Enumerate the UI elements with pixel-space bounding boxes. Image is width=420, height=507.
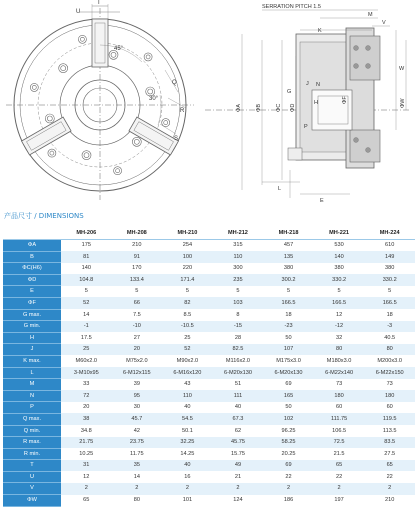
table-cell: 180 xyxy=(364,390,415,402)
row-label: L xyxy=(3,367,61,379)
table-cell: 35 xyxy=(112,460,163,472)
table-cell: 6-M22x140 xyxy=(314,367,365,379)
table-cell: 235 xyxy=(213,274,264,286)
row-label: Q min. xyxy=(3,425,61,437)
table-cell: 5 xyxy=(112,286,163,298)
table-cell: -1 xyxy=(61,321,112,333)
row-label: V xyxy=(3,483,61,495)
row-label: E xyxy=(3,286,61,298)
bolt-hole xyxy=(45,114,54,123)
table-cell: 175 xyxy=(61,240,112,252)
table-cell: 52 xyxy=(61,297,112,309)
bolt-hole xyxy=(59,64,68,73)
table-cell: 6-M20x130 xyxy=(213,367,264,379)
dim-j-label: J xyxy=(306,81,309,87)
table-cell: 170 xyxy=(112,263,163,275)
table-cell: 21 xyxy=(213,471,264,483)
technical-drawing xyxy=(0,0,420,205)
table-cell: 18 xyxy=(263,309,314,321)
table-row xyxy=(3,251,415,263)
table-cell: 20 xyxy=(61,402,112,414)
table-cell: -10.5 xyxy=(162,321,213,333)
table-cell: 50.1 xyxy=(162,425,213,437)
table-cell: 21.75 xyxy=(61,437,112,449)
table-cell: 50 xyxy=(263,402,314,414)
table-cell: 140 xyxy=(61,263,112,275)
row-label: R min. xyxy=(3,448,61,460)
table-cell: 2 xyxy=(314,483,365,495)
table-row xyxy=(3,402,415,414)
table-cell: 5 xyxy=(213,286,264,298)
table-cell: 20 xyxy=(112,344,163,356)
row-label: G max. xyxy=(3,309,61,321)
column-header: MH-221 xyxy=(314,228,365,240)
table-cell: 72 xyxy=(61,390,112,402)
dim-m-label: M xyxy=(368,12,373,18)
dim-w2-label: ΦW xyxy=(400,98,406,108)
bolt-hole-inner xyxy=(148,89,153,94)
table-cell: M180x3.0 xyxy=(314,355,365,367)
table-row xyxy=(3,448,415,460)
dim-n-label: N xyxy=(316,82,320,88)
table-cell: 27.5 xyxy=(364,448,415,460)
table-row xyxy=(3,274,415,286)
table-cell: 69 xyxy=(263,460,314,472)
table-cell: 82.5 xyxy=(213,344,264,356)
table-cell: 15.75 xyxy=(213,448,264,460)
bolt-hole xyxy=(162,119,170,127)
table-cell: 25 xyxy=(61,344,112,356)
table-cell: 18 xyxy=(364,309,415,321)
table-cell: 40 xyxy=(162,402,213,414)
table-corner xyxy=(3,228,61,240)
table-cell: 45.7 xyxy=(112,413,163,425)
table-cell: 6-M20x130 xyxy=(263,367,314,379)
table-cell: 2 xyxy=(263,483,314,495)
table-cell: 180 xyxy=(314,390,365,402)
table-cell: M60x2.0 xyxy=(61,355,112,367)
table-cell: 107 xyxy=(263,344,314,356)
row-label: ΦW xyxy=(3,495,61,507)
table-cell: 23.75 xyxy=(112,437,163,449)
table-cell: 166.5 xyxy=(364,297,415,309)
table-cell: -3 xyxy=(364,321,415,333)
dim-l-label: L xyxy=(278,186,282,192)
table-cell: 14.25 xyxy=(162,448,213,460)
table-cell: M75x2.0 xyxy=(112,355,163,367)
table-cell: 197 xyxy=(314,495,365,507)
table-cell: 103 xyxy=(213,297,264,309)
row-label: ΦF xyxy=(3,297,61,309)
dim-q-label: Q xyxy=(172,80,177,86)
bolt-hole xyxy=(132,137,141,146)
table-cell: 28 xyxy=(213,332,264,344)
table-cell: 457 xyxy=(263,240,314,252)
row-label: R max. xyxy=(3,437,61,449)
dim-k-label: K xyxy=(318,28,322,34)
table-cell: 32 xyxy=(314,332,365,344)
table-cell: 65 xyxy=(364,460,415,472)
table-cell: 14 xyxy=(61,309,112,321)
bolt-hole-inner xyxy=(61,66,66,71)
bolt-hole-inner xyxy=(84,153,89,158)
table-cell: 166.5 xyxy=(263,297,314,309)
front-view xyxy=(6,4,194,200)
table-row xyxy=(3,495,415,507)
table-cell: 80 xyxy=(112,495,163,507)
table-cell: 73 xyxy=(314,379,365,391)
bolt-hole-inner xyxy=(111,52,116,57)
table-cell: 6-M22x150 xyxy=(364,367,415,379)
table-cell: 22 xyxy=(364,471,415,483)
dim-r-label: R xyxy=(180,108,185,114)
table-cell: 3-M10x95 xyxy=(61,367,112,379)
column-header: MH-212 xyxy=(213,228,264,240)
table-cell: M200x3.0 xyxy=(364,355,415,367)
dim-s-label: S xyxy=(174,136,179,142)
table-cell: -15 xyxy=(213,321,264,333)
row-label: K max. xyxy=(3,355,61,367)
table-cell: 124 xyxy=(213,495,264,507)
table-cell: 58.25 xyxy=(263,437,314,449)
table-row xyxy=(3,379,415,391)
table-cell: 65 xyxy=(61,495,112,507)
dim-p-label: P xyxy=(304,124,308,130)
table-cell: 165 xyxy=(263,390,314,402)
table-cell: 135 xyxy=(263,251,314,263)
table-cell: 110 xyxy=(213,251,264,263)
table-cell: 21.5 xyxy=(314,448,365,460)
row-label: U xyxy=(3,471,61,483)
table-row xyxy=(3,297,415,309)
table-cell: 62 xyxy=(213,425,264,437)
bolt-hole xyxy=(146,87,155,96)
table-cell: 34.8 xyxy=(61,425,112,437)
table-cell: 20.25 xyxy=(263,448,314,460)
table-cell: 100 xyxy=(162,251,213,263)
table-cell: M90x2.0 xyxy=(162,355,213,367)
table-cell: 33 xyxy=(61,379,112,391)
bolt-hole-inner xyxy=(47,116,52,121)
dim-c-label: ΦC xyxy=(276,103,282,112)
dim-t-label: T xyxy=(97,0,101,6)
table-cell: 30 xyxy=(112,402,163,414)
table-cell: 106.5 xyxy=(314,425,365,437)
table-cell: 104.8 xyxy=(61,274,112,286)
table-cell: -10 xyxy=(112,321,163,333)
table-cell: 330.2 xyxy=(314,274,365,286)
table-cell: 2 xyxy=(112,483,163,495)
table-cell: -12 xyxy=(314,321,365,333)
bolt-hole-inner xyxy=(32,85,36,89)
table-cell: 45.75 xyxy=(213,437,264,449)
table-cell: 5 xyxy=(314,286,365,298)
table-cell: 111 xyxy=(213,390,264,402)
table-cell: 49 xyxy=(213,460,264,472)
table-row xyxy=(3,332,415,344)
row-label: Q max. xyxy=(3,413,61,425)
dim-u-label: U xyxy=(76,9,81,15)
bolt-hole-inner xyxy=(116,169,120,173)
column-header: MH-224 xyxy=(364,228,415,240)
table-cell: 6-M12x115 xyxy=(112,367,163,379)
table-row xyxy=(3,355,415,367)
table-cell: 113.5 xyxy=(364,425,415,437)
table-cell: 81 xyxy=(61,251,112,263)
table-row xyxy=(3,413,415,425)
table-row xyxy=(3,471,415,483)
table-cell: 530 xyxy=(314,240,365,252)
table-cell: 72.5 xyxy=(314,437,365,449)
row-label: P xyxy=(3,402,61,414)
column-header: MH-210 xyxy=(162,228,213,240)
column-header: MH-208 xyxy=(112,228,163,240)
table-cell: 25 xyxy=(162,332,213,344)
table-cell: 17.5 xyxy=(61,332,112,344)
table-cell: 2 xyxy=(364,483,415,495)
table-cell: 60 xyxy=(314,402,365,414)
table-row xyxy=(3,425,415,437)
table-cell: 14 xyxy=(112,471,163,483)
table-cell: 2 xyxy=(61,483,112,495)
table-cell: 60 xyxy=(364,402,415,414)
table-cell: -23 xyxy=(263,321,314,333)
table-row xyxy=(3,483,415,495)
table-cell: 171.4 xyxy=(162,274,213,286)
dim-g-label: G xyxy=(287,89,292,95)
dim-b-label: ΦB xyxy=(256,103,262,112)
table-cell: 22 xyxy=(314,471,365,483)
table-cell: 12 xyxy=(61,471,112,483)
row-label: J xyxy=(3,344,61,356)
table-cell: 380 xyxy=(364,263,415,275)
table-cell: 111.75 xyxy=(314,413,365,425)
table-row xyxy=(3,437,415,449)
table-cell: 32.25 xyxy=(162,437,213,449)
dim-w-label: W xyxy=(399,66,405,72)
serration-note: SERRATION PITCH 1.5 xyxy=(262,4,321,10)
table-row xyxy=(3,460,415,472)
angle-45-label: 45° xyxy=(114,46,124,52)
bolt-hole xyxy=(114,167,122,175)
table-cell: 315 xyxy=(213,240,264,252)
table-row xyxy=(3,367,415,379)
table-cell: 80 xyxy=(314,344,365,356)
table-cell: 69 xyxy=(263,379,314,391)
table-cell: 2 xyxy=(162,483,213,495)
bolt-hole xyxy=(30,83,38,91)
row-label: T xyxy=(3,460,61,472)
table-cell: 610 xyxy=(364,240,415,252)
row-label: B xyxy=(3,251,61,263)
table-cell: 22 xyxy=(263,471,314,483)
table-row xyxy=(3,309,415,321)
table-cell: 330.2 xyxy=(364,274,415,286)
bolt-hole xyxy=(144,53,152,61)
dimensions-table xyxy=(3,228,415,507)
table-row xyxy=(3,240,415,252)
table-row xyxy=(3,286,415,298)
bolt-hole-inner xyxy=(80,37,84,41)
table-cell: 42 xyxy=(112,425,163,437)
table-cell: 51 xyxy=(213,379,264,391)
table-cell: 73 xyxy=(364,379,415,391)
table-cell: 67.3 xyxy=(213,413,264,425)
table-cell: 96.25 xyxy=(263,425,314,437)
angle-30-label: 30° xyxy=(149,96,159,102)
bolt-hole xyxy=(82,151,91,160)
table-cell: 7.5 xyxy=(112,309,163,321)
table-cell: 380 xyxy=(314,263,365,275)
table-cell: 40 xyxy=(162,460,213,472)
table-row xyxy=(3,321,415,333)
row-label: M xyxy=(3,379,61,391)
section-title: 产品尺寸 / DIMENSIONS xyxy=(4,212,84,220)
bolt-hole-inner xyxy=(146,55,150,59)
table-cell: 110 xyxy=(162,390,213,402)
table-cell: 300.2 xyxy=(263,274,314,286)
table-cell: 95 xyxy=(112,390,163,402)
table-cell: 83.5 xyxy=(364,437,415,449)
row-label: N xyxy=(3,390,61,402)
dim-v-label: V xyxy=(382,20,386,26)
table-cell: 38 xyxy=(61,413,112,425)
table-cell: 40 xyxy=(213,402,264,414)
table-cell: 5 xyxy=(162,286,213,298)
table-cell: 54.5 xyxy=(162,413,213,425)
table-cell: 220 xyxy=(162,263,213,275)
table-cell: 12 xyxy=(314,309,365,321)
table-cell: 149 xyxy=(364,251,415,263)
table-cell: 52 xyxy=(162,344,213,356)
table-row xyxy=(3,344,415,356)
table-cell: 140 xyxy=(314,251,365,263)
table-cell: 210 xyxy=(364,495,415,507)
table-row xyxy=(3,263,415,275)
table-cell: 101 xyxy=(162,495,213,507)
table-cell: 16 xyxy=(162,471,213,483)
table-cell: 82 xyxy=(162,297,213,309)
bolt-hole-inner xyxy=(164,121,168,125)
dim-h-label: H xyxy=(314,100,318,106)
column-header: MH-206 xyxy=(61,228,112,240)
table-cell: 27 xyxy=(112,332,163,344)
table-cell: 133.4 xyxy=(112,274,163,286)
table-body xyxy=(3,240,415,507)
bolt-hole-inner xyxy=(50,151,54,155)
table-cell: 119.5 xyxy=(364,413,415,425)
table-cell: 8.5 xyxy=(162,309,213,321)
table-cell: 91 xyxy=(112,251,163,263)
table-cell: M116x2.0 xyxy=(213,355,264,367)
table-cell: 6-M16x120 xyxy=(162,367,213,379)
table-cell: 102 xyxy=(263,413,314,425)
table-cell: 5 xyxy=(61,286,112,298)
table-cell: 65 xyxy=(314,460,365,472)
bolt-hole xyxy=(48,149,56,157)
table-cell: 210 xyxy=(112,240,163,252)
row-label: G min. xyxy=(3,321,61,333)
table-cell: 10.25 xyxy=(61,448,112,460)
table-cell: 5 xyxy=(263,286,314,298)
table-cell: 2 xyxy=(213,483,264,495)
bolt-hole-inner xyxy=(134,139,139,144)
row-label: ΦA xyxy=(3,240,61,252)
row-label: ΦD xyxy=(3,274,61,286)
table-cell: 43 xyxy=(162,379,213,391)
table-cell: 31 xyxy=(61,460,112,472)
column-header: MH-218 xyxy=(263,228,314,240)
row-label: H xyxy=(3,332,61,344)
dim-e-label: E xyxy=(320,198,324,204)
table-row xyxy=(3,390,415,402)
table-cell: 254 xyxy=(162,240,213,252)
table-cell: 66 xyxy=(112,297,163,309)
table-cell: 186 xyxy=(263,495,314,507)
table-cell: 166.5 xyxy=(314,297,365,309)
table-cell: 380 xyxy=(263,263,314,275)
table-cell: 80 xyxy=(364,344,415,356)
table-cell: 39 xyxy=(112,379,163,391)
table-cell: 5 xyxy=(364,286,415,298)
bolt-hole xyxy=(78,35,86,43)
table-cell: 300 xyxy=(213,263,264,275)
row-label: ΦC(H6) xyxy=(3,263,61,275)
dim-d-label: ΦD xyxy=(290,103,296,112)
table-cell: 40.5 xyxy=(364,332,415,344)
table-cell: 8 xyxy=(213,309,264,321)
dim-a-label: ΦA xyxy=(236,103,242,112)
table-cell: M175x3.0 xyxy=(263,355,314,367)
dim-f-label: ΦF xyxy=(342,96,348,104)
table-cell: 11.75 xyxy=(112,448,163,460)
table-cell: 50 xyxy=(263,332,314,344)
table-header-row xyxy=(3,228,415,240)
